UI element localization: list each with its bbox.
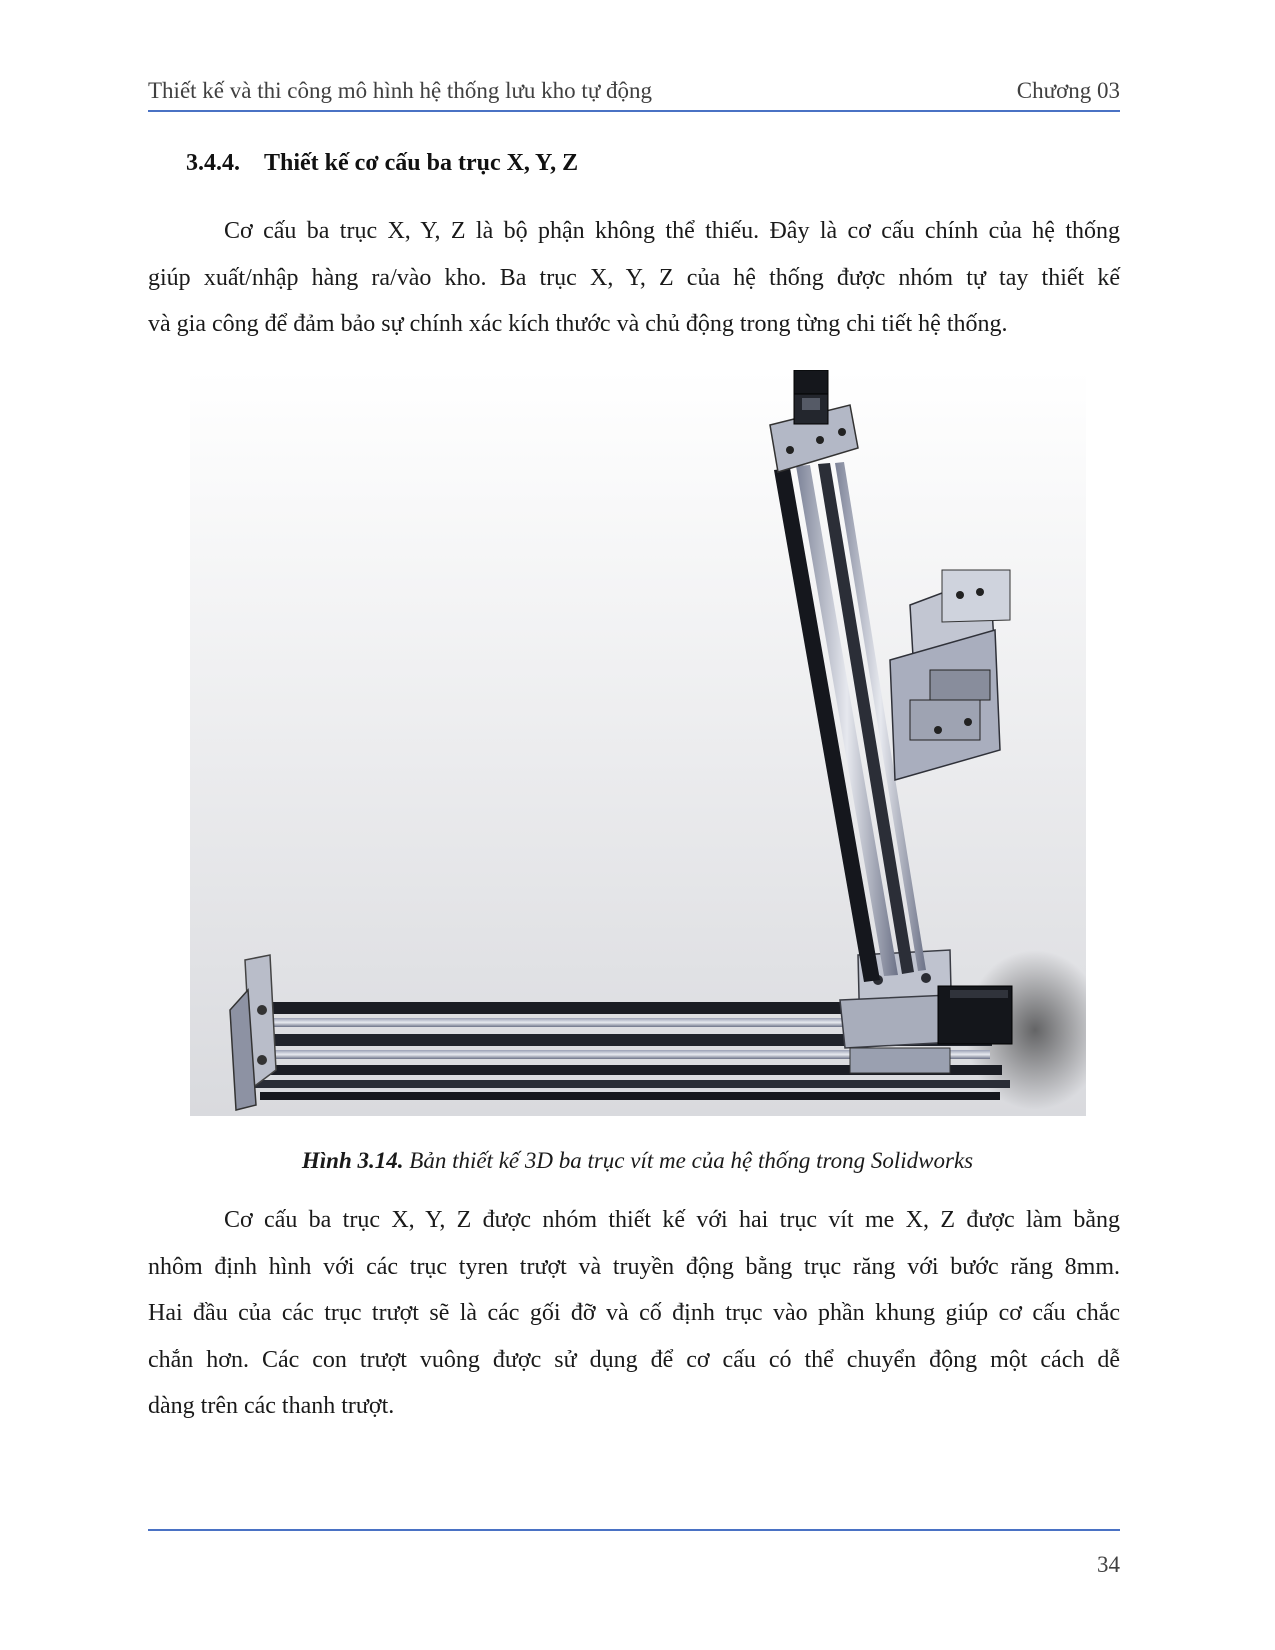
page-number: 34	[1097, 1552, 1120, 1577]
header-chapter: Chương 03	[1016, 78, 1120, 103]
paragraph-line: Cơ cấu ba trục X, Y, Z được nhóm thiết kế với hai trục vít me X, Z được làm bằng	[224, 1207, 1120, 1233]
section-title: Thiết kế cơ cấu ba trục X, Y, Z	[264, 150, 579, 176]
xyz-axis-cad-render	[190, 370, 1086, 1116]
figure-caption-text: Bản thiết kế 3D ba trục vít me của hệ thống trong Solidworks	[409, 1148, 974, 1173]
paragraph-line: nhôm định hình với các trục tyren trượt và truyền động bằng trục răng với bước răng 8mm.	[148, 1253, 1120, 1280]
z-motor	[794, 370, 828, 424]
paragraph-line: và gia công để đảm bảo sự chính xác kích thước và chủ động trong từng chi tiết hệ thống.	[148, 311, 1008, 337]
section-number: 3.4.4.	[186, 150, 240, 176]
paragraph-line: Cơ cấu ba trục X, Y, Z là bộ phận không thể thiếu. Đây là cơ cấu chính của hệ thống	[224, 218, 1120, 244]
paragraph-line: Hai đầu của các trục trượt sẽ là các gối đỡ và cố định trục vào phần khung giúp cơ cấu chắc	[148, 1300, 1120, 1326]
paragraph-intro	[148, 208, 1120, 348]
figure-3d-render	[190, 370, 1086, 1116]
footer-divider	[148, 1529, 1120, 1531]
paragraph-line: giúp xuất/nhập hàng ra/vào kho. Ba trục X, Y, Z của hệ thống được nhóm tự tay thiết kế	[148, 264, 1120, 291]
header-title: Thiết kế và thi công mô hình hệ thống lưu kho tự động	[148, 78, 653, 103]
x-motor	[938, 986, 1012, 1044]
paragraph-description	[148, 1197, 1120, 1430]
paragraph-line: dàng trên các thanh trượt.	[148, 1393, 395, 1419]
page-header	[148, 76, 1120, 112]
section-heading	[186, 150, 578, 177]
figure-label: Hình 3.14.	[301, 1148, 404, 1173]
figure-caption	[0, 1148, 1275, 1174]
paragraph-line: chắn hơn. Các con trượt vuông được sử dụng để cơ cấu có thể chuyển động một cách dễ	[148, 1346, 1120, 1373]
